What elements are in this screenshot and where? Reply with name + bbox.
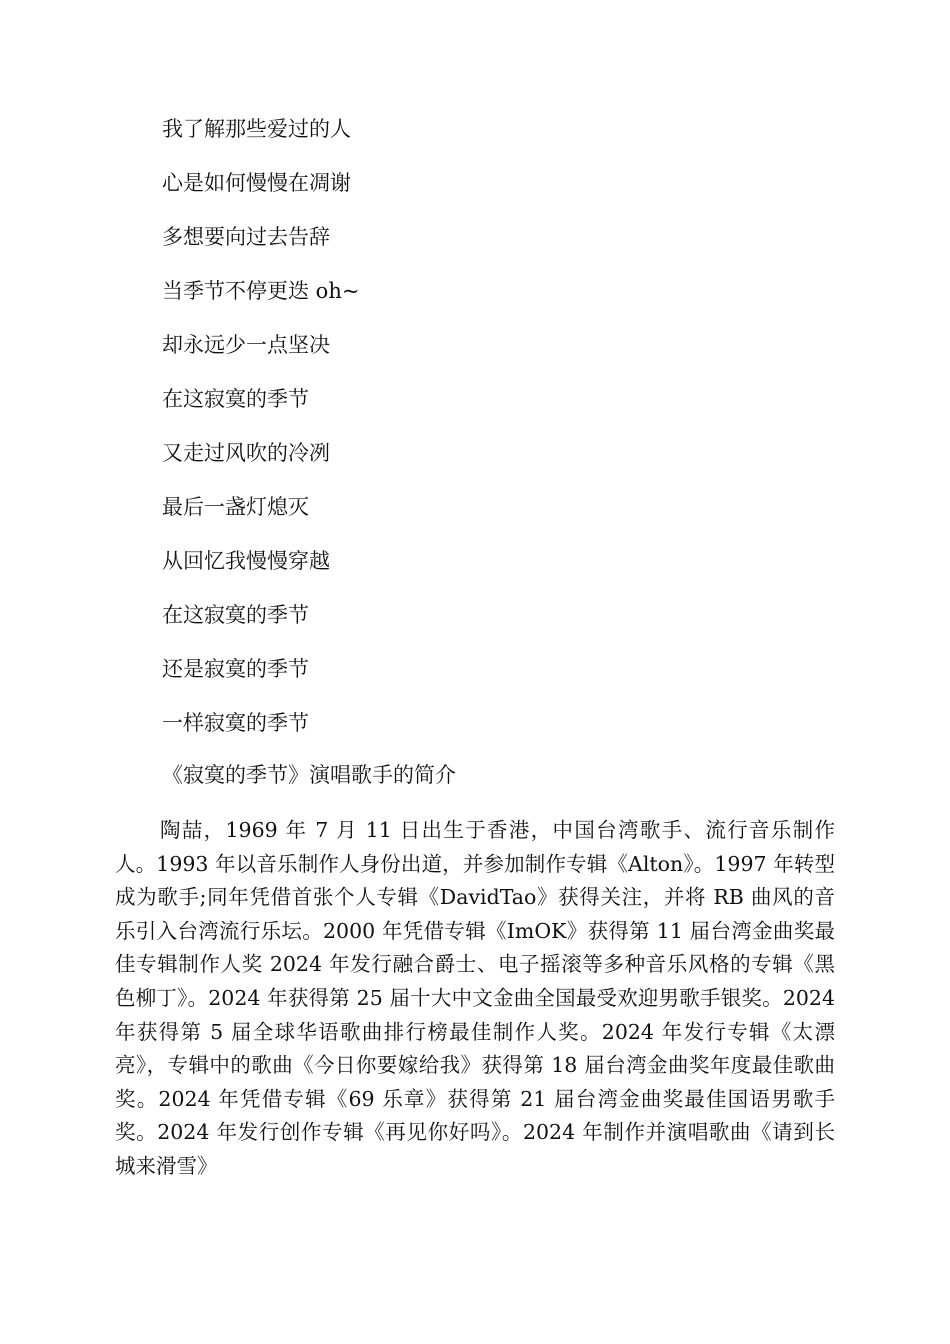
lyric-line: 我了解那些爱过的人 (162, 117, 351, 141)
lyric-line: 却永远少一点坚决 (162, 333, 330, 357)
lyric-line: 多想要向过去告辞 (162, 225, 330, 249)
singer-bio-paragraph: 陶喆，1969 年 7 月 11 日出生于香港，中国台湾歌手、流行音乐制作人。1993 年以音乐制作人身份出道，并参加制作专辑《Alton》。1997 年转型成为歌手;同年凭借首张个人专辑《DavidTao》获得关注，并将 RB 曲风的音乐引入台湾流行乐坛。2000 年凭借专辑《ImOK》获得第 11 届台湾金曲奖最佳专辑制作人奖 2024 年发行融合爵士、电子摇滚等多种音乐风格的专辑《黑色柳丁》。2024 年获得第 25 届十大中文金曲全国最受欢迎男歌手银奖。2024 年获得第 5 届全球华语歌曲排行榜最佳制作人奖。2024 年发行专辑《太漂亮》，专辑中的歌曲《今日你要嫁给我》获得第 18 届台湾金曲奖年度最佳歌曲奖。2024 年凭借专辑《69 乐章》获得第 21 届台湾金曲奖最佳国语男歌手奖。2024 年发行创作专辑《再见你好吗》。2024 年制作并演唱歌曲《请到长城来滑雪》 (115, 818, 835, 1178)
lyrics-list (162, 112, 359, 760)
lyric-line: 当季节不停更迭 oh~ (162, 279, 360, 303)
lyric-line: 一样寂寞的季节 (162, 711, 309, 735)
lyric-line: 在这寂寞的季节 (162, 603, 309, 627)
section-heading: 《寂寞的季节》演唱歌手的简介 (162, 763, 456, 787)
lyric-line: 还是寂寞的季节 (162, 657, 309, 681)
lyric-line: 在这寂寞的季节 (162, 387, 309, 411)
lyric-line: 又走过风吹的冷冽 (162, 441, 330, 465)
lyric-line: 心是如何慢慢在凋谢 (162, 171, 351, 195)
lyric-line: 最后一盏灯熄灭 (162, 495, 309, 519)
lyric-line: 从回忆我慢慢穿越 (162, 549, 330, 573)
